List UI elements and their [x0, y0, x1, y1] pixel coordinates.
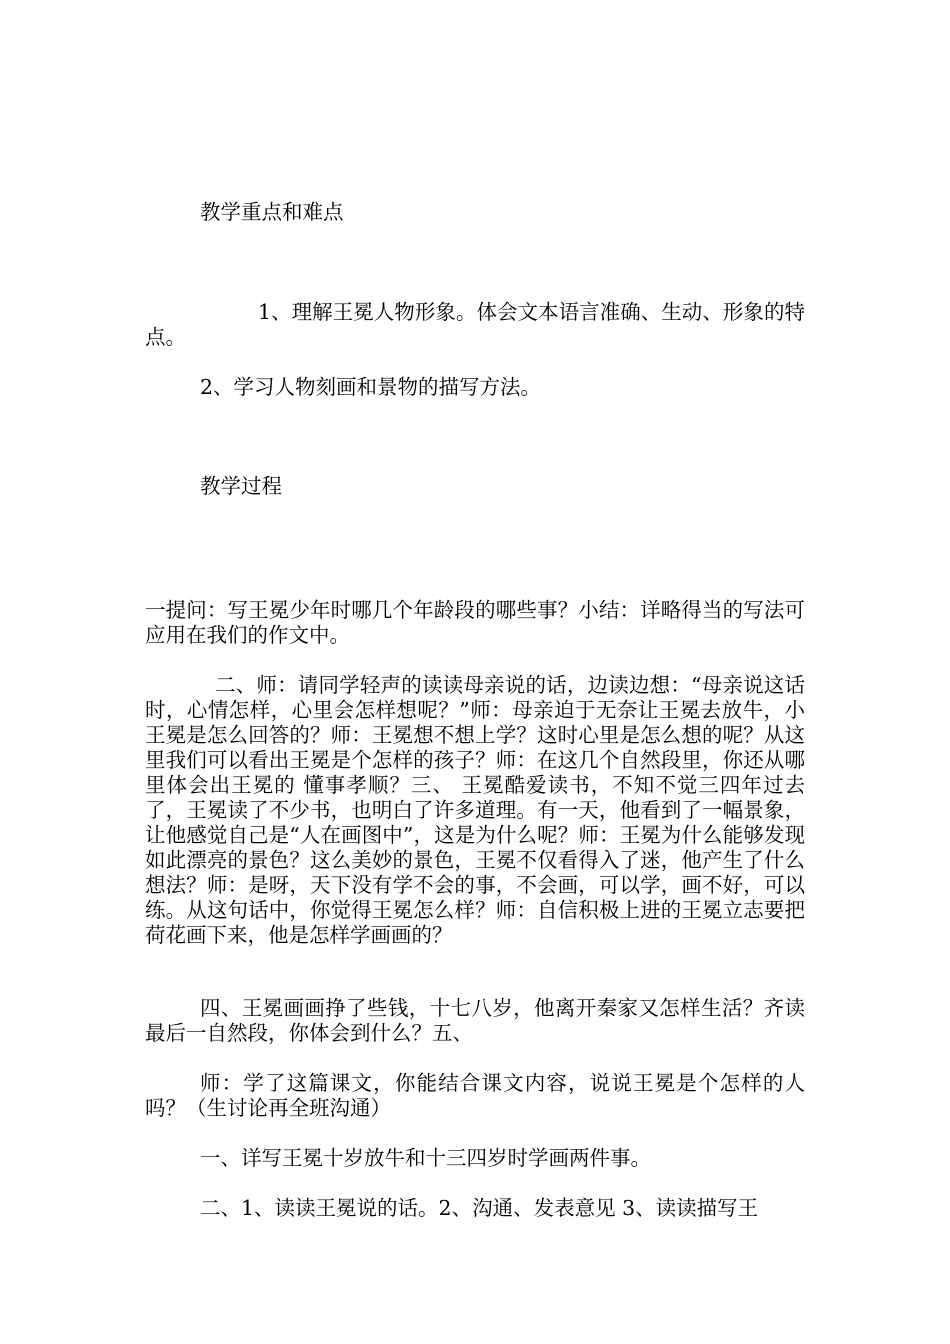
process-paragraph-1: 一提问：写王冕少年时哪几个年龄段的哪些事？小结：详略得当的写法可应用在我们的作文中。 — [145, 598, 805, 647]
key-point-2-paragraph: 2、学习人物刻画和景物的描写方法。 — [200, 375, 542, 399]
section-heading-process: 教学过程 — [200, 474, 282, 498]
key-point-1-paragraph: 1、理解王冕人物形象。体会文本语言准确、生动、形象的特点。 — [145, 300, 805, 349]
process-paragraph-2: 二、师：请同学轻声的读读母亲说的话，边读边想：“母亲说这话时，心情怎样，心里会怎样想呢？”师：母亲迫于无奈让王冕去放牛，小王冕是怎么回答的？师：王冕想不想上学？这时心里是怎么想的呢？从这里我们可以看出王冕是个怎样的孩子？师：在这几个自然段里，你还从哪里体会出王冕的 懂事孝顺？三、 王冕酷爱读书，不知不觉三四年过去了，王冕读了不少书，也明白了许多道理。有一天，他看到了一幅景象，让他感觉自己是“人在画图中”，这是为什么呢？师：王冕为什么能够发现如此漂亮的景色？这么美妙的景色，王冕不仅看得入了迷，他产生了什么想法？师：是呀，天下没有学不会的事，不会画，可以学，画不好，可以练。从这句话中，你觉得王冕怎么样？师：自信积极上进的王冕立志要把荷花画下来，他是怎样学画画的？ — [145, 673, 805, 947]
process-paragraph-6: 二、1、读读王冕说的话。2、沟通、发表意见 3、读读描写王 — [200, 1196, 759, 1220]
process-paragraph-5: 一、详写王冕十岁放牛和十三四岁时学画两件事。 — [200, 1146, 651, 1170]
process-paragraph-3: 四、王冕画画挣了些钱，十七八岁，他离开秦家又怎样生活？齐读最后一自然段，你体会到什么？五、 — [145, 996, 805, 1045]
section-heading-key-points: 教学重点和难点 — [200, 200, 344, 224]
process-paragraph-4: 师：学了这篇课文，你能结合课文内容，说说王冕是个怎样的人吗？（生讨论再全班沟通） — [145, 1071, 805, 1120]
